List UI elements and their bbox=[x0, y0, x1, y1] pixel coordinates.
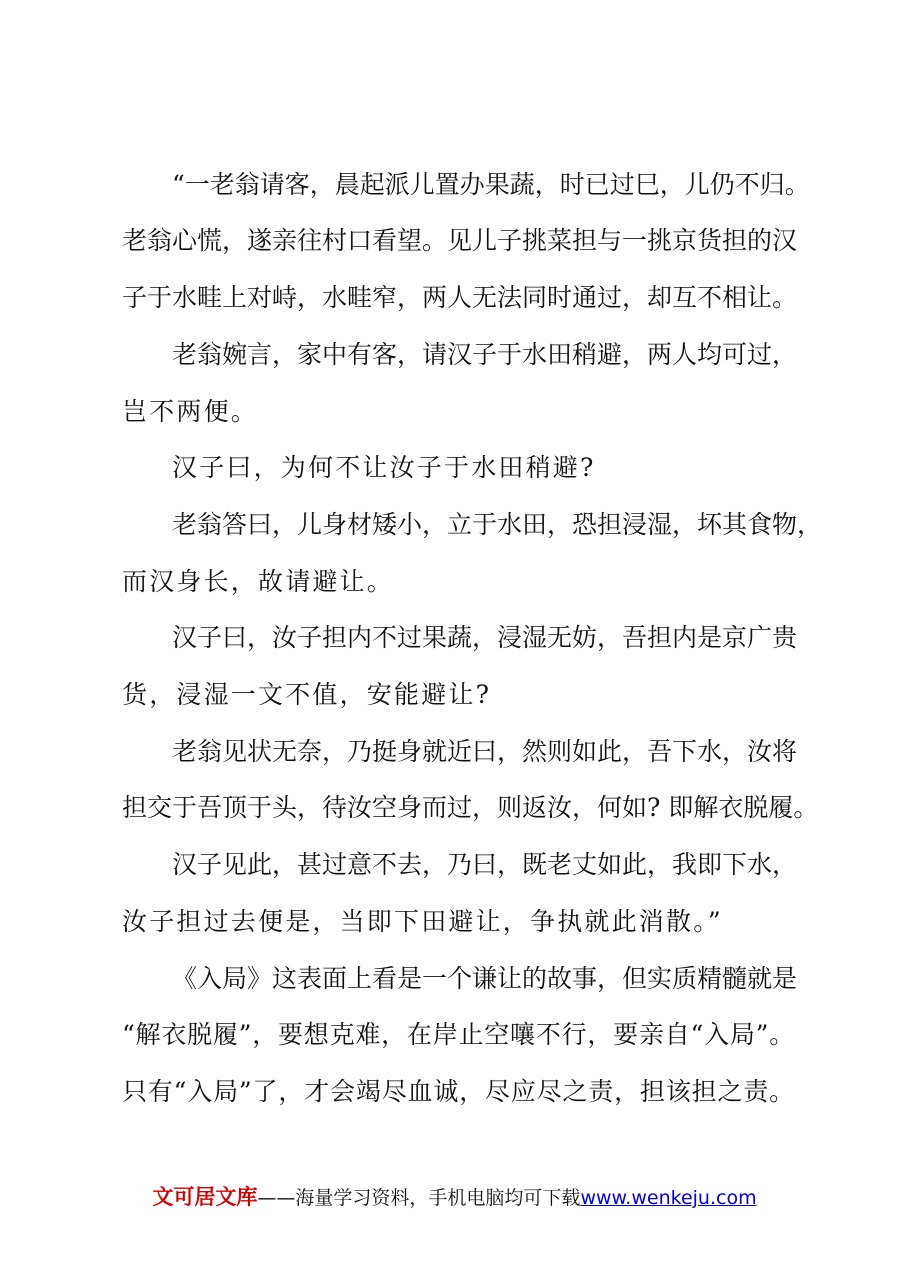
paragraph-line-3: 子于水畦上对峙，水畦窄，两人无法同时通过，却互不相让。 bbox=[122, 283, 798, 312]
paragraph-line-4: 老翁婉言，家中有客，请汉子于水田稍避，两人均可过， bbox=[172, 340, 798, 369]
paragraph-line-17: 只有“入局”了，才会竭尽血诚，尽应尽之责，担该担之责。 bbox=[122, 1077, 795, 1106]
paragraph-line-1: “一老翁请客，晨起派儿置办果蔬，时已过巳，儿仍不归。 bbox=[172, 170, 810, 199]
paragraph-line-13: 汉子见此，甚过意不去，乃曰，既老丈如此，我即下水， bbox=[172, 850, 798, 879]
paragraph-line-8: 而汉身长，故请避让。 bbox=[122, 567, 395, 596]
paragraph-line-12: 担交于吾顶于头，待汝空身而过，则返汝，何如? 即解衣脱履。 bbox=[122, 793, 819, 822]
paragraph-line-6: 汉子曰，为何不让汝子于水田稍避? bbox=[172, 453, 596, 482]
footer-banner bbox=[0, 1181, 909, 1213]
footer-url-link[interactable]: www.wenkeju.com bbox=[580, 1187, 757, 1209]
paragraph-line-15: 《入局》这表面上看是一个谦让的故事，但实质精髓就是 bbox=[172, 964, 798, 993]
paragraph-line-5: 岂不两便。 bbox=[122, 397, 259, 426]
paragraph-line-7: 老翁答曰，儿身材矮小，立于水田，恐担浸湿，坏其食物， bbox=[172, 510, 823, 539]
paragraph-line-10: 货，浸湿一文不值，安能避让? bbox=[122, 680, 492, 709]
footer-brand: 文可居文库 bbox=[152, 1185, 258, 1209]
paragraph-line-16: “解衣脱履”，要想克难，在岸止空嚷不行，要亲自“入局”。 bbox=[122, 1020, 795, 1049]
footer-tagline: ——海量学习资料，手机电脑均可下载 bbox=[257, 1187, 581, 1209]
paragraph-line-11: 老翁见状无奈，乃挺身就近曰，然则如此，吾下水，汝将 bbox=[172, 737, 798, 766]
paragraph-line-14: 汝子担过去便是，当即下田避让，争执就此消散。” bbox=[122, 907, 723, 936]
paragraph-line-2: 老翁心慌，遂亲往村口看望。见儿子挑菜担与一挑京货担的汉 bbox=[122, 226, 798, 255]
paragraph-line-9: 汉子曰，汝子担内不过果蔬，浸湿无妨，吾担内是京广贵 bbox=[172, 623, 798, 652]
